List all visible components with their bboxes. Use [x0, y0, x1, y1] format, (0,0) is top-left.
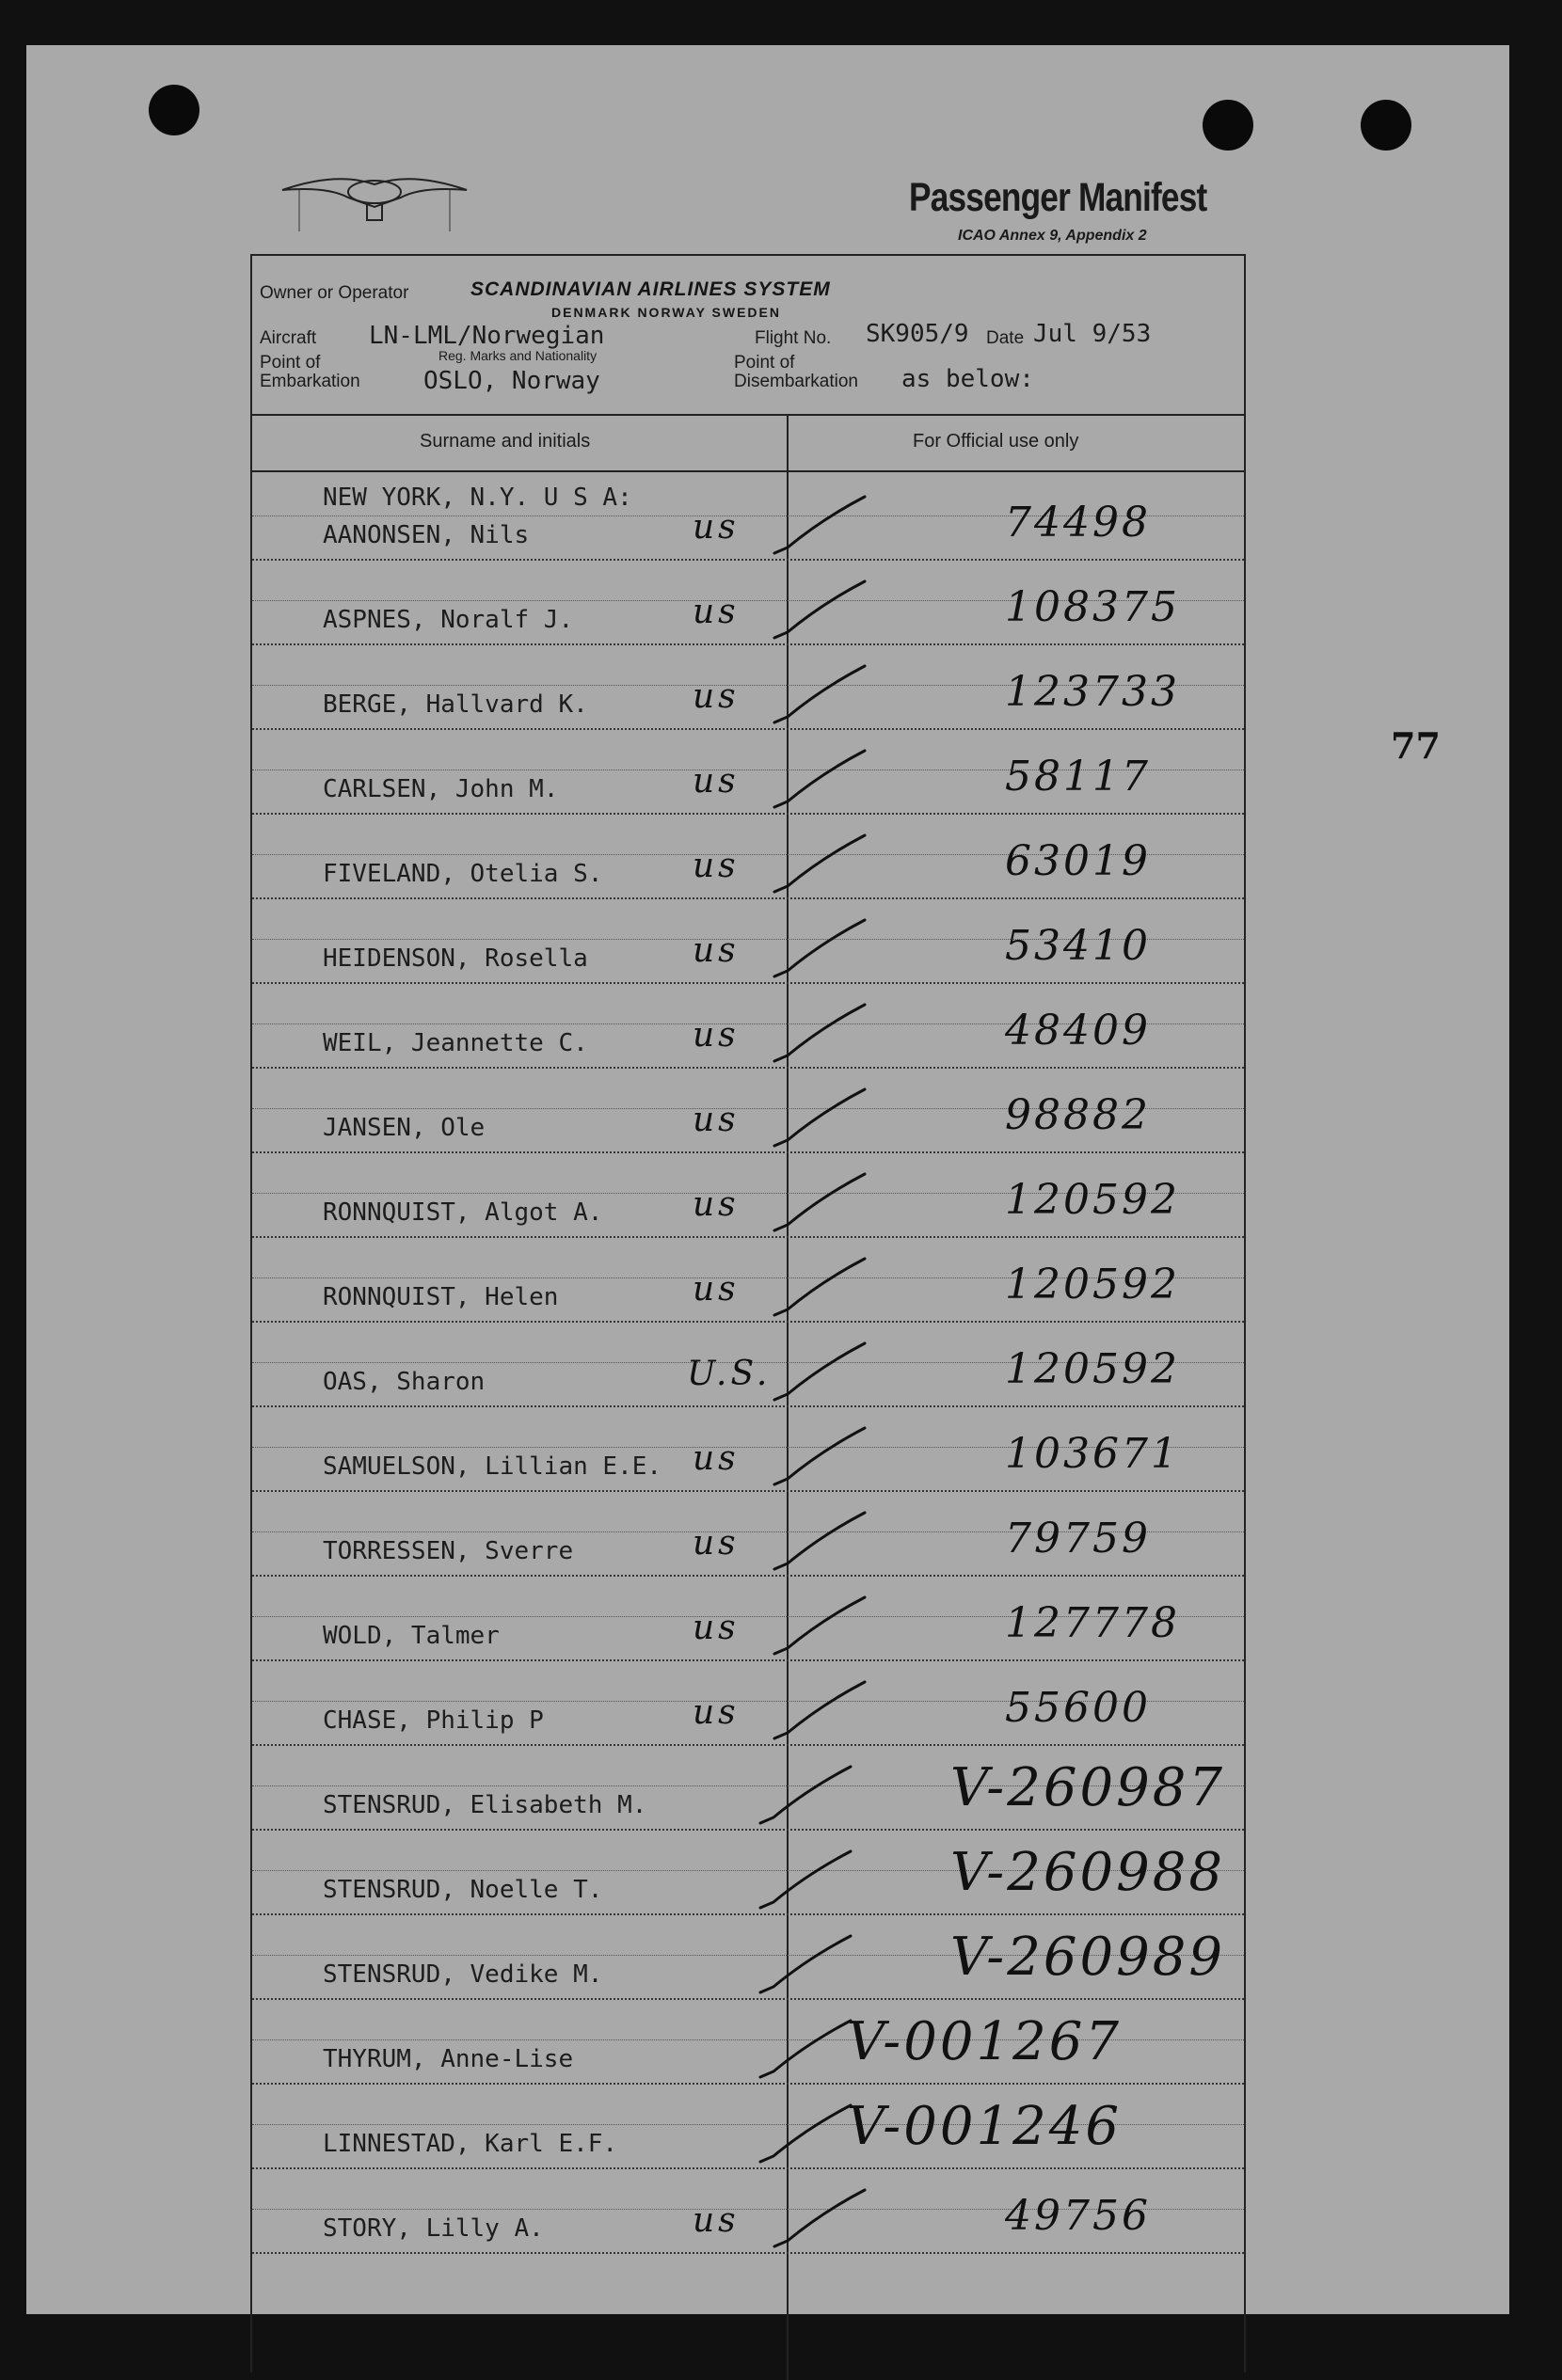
punch-hole-right-2 — [1361, 100, 1411, 151]
column-header-official: For Official use only — [913, 431, 1079, 452]
passenger-name: HEIDENSON, Rosella — [323, 944, 588, 973]
passenger-name: ASPNES, Noralf J. — [323, 606, 574, 634]
nationality-mark: us — [693, 677, 740, 716]
passenger-name: THYRUM, Anne-Lise — [323, 2045, 574, 2073]
destination-heading: NEW YORK, N.Y. U S A: — [323, 484, 632, 512]
manifest-reference: ICAO Annex 9, Appendix 2 — [958, 228, 1147, 244]
passenger-name: WOLD, Talmer — [323, 1622, 500, 1650]
official-number: 108375 — [1005, 583, 1180, 631]
check-mark — [774, 1259, 865, 1315]
nationality-mark: us — [693, 593, 740, 631]
check-mark — [774, 2190, 865, 2246]
official-number: 127778 — [1005, 1599, 1180, 1647]
nationality-mark: us — [693, 508, 740, 547]
official-number: 103671 — [1005, 1430, 1180, 1478]
aircraft-sublabel: Reg. Marks and Nationality — [438, 348, 598, 363]
manifest-page — [26, 45, 1509, 2314]
passenger-name: JANSEN, Ole — [323, 1114, 486, 1142]
check-mark — [774, 835, 865, 892]
punch-hole-left — [149, 85, 199, 135]
official-number: 48409 — [1005, 1007, 1151, 1055]
check-mark — [774, 497, 865, 553]
owner-countries: DENMARK NORWAY SWEDEN — [551, 305, 781, 320]
official-number: 74498 — [1005, 499, 1151, 547]
official-number: 123733 — [1005, 668, 1180, 716]
date-label: Date — [986, 328, 1025, 348]
official-number: 55600 — [1005, 1684, 1151, 1732]
nationality-mark: us — [693, 847, 740, 885]
passenger-name: BERGE, Hallvard K. — [323, 690, 588, 719]
nationality-mark: us — [693, 1693, 740, 1732]
nationality-mark: us — [693, 762, 740, 801]
check-mark — [774, 666, 865, 722]
official-number: 120592 — [1005, 1261, 1180, 1309]
check-mark — [760, 1936, 851, 1992]
column-header-names: Surname and initials — [420, 431, 591, 452]
official-number: 120592 — [1005, 1176, 1180, 1224]
nationality-mark: U.S. — [687, 1355, 772, 1393]
check-mark — [760, 1767, 851, 1823]
disembark-value: as below: — [901, 365, 1034, 393]
manifest-form — [250, 254, 1246, 2372]
nationality-mark: us — [693, 931, 740, 970]
official-number: V-001267 — [847, 2011, 1122, 2072]
official-number: V-260989 — [950, 1927, 1225, 1988]
check-mark — [774, 1513, 865, 1569]
embark-label-2: Embarkation — [260, 372, 360, 391]
official-number: V-001246 — [847, 2096, 1122, 2157]
passenger-name: TORRESSEN, Sverre — [323, 1537, 574, 1565]
manifest-title: Passenger Manifest — [909, 175, 1207, 220]
check-mark — [774, 1428, 865, 1484]
check-mark — [760, 1851, 851, 1908]
airline-logo-icon — [280, 166, 469, 233]
owner-label: Owner or Operator — [260, 283, 409, 303]
passenger-name: STENSRUD, Elisabeth M. — [323, 1791, 647, 1819]
passenger-name: CARLSEN, John M. — [323, 775, 559, 803]
nationality-mark: us — [693, 1101, 740, 1139]
passenger-name: OAS, Sharon — [323, 1368, 486, 1396]
passenger-name: STENSRUD, Noelle T. — [323, 1876, 603, 1904]
official-number: 53410 — [1005, 922, 1151, 970]
passenger-name: SAMUELSON, Lillian E.E. — [323, 1452, 662, 1481]
passenger-name: CHASE, Philip P — [323, 1706, 544, 1735]
passenger-name: RONNQUIST, Helen — [323, 1283, 559, 1311]
passenger-name: AANONSEN, Nils — [323, 521, 530, 549]
official-number: 63019 — [1005, 837, 1151, 885]
disembark-label-2: Disembarkation — [734, 372, 858, 391]
nationality-mark: us — [693, 1185, 740, 1224]
passenger-name: STENSRUD, Vedike M. — [323, 1960, 603, 1989]
side-mark: 77 — [1391, 724, 1441, 767]
official-number: 49756 — [1005, 2192, 1151, 2240]
nationality-mark: us — [693, 2201, 740, 2240]
owner-value: SCANDINAVIAN AIRLINES SYSTEM — [470, 278, 831, 300]
passenger-name: FIVELAND, Otelia S. — [323, 860, 603, 888]
check-mark — [774, 1174, 865, 1230]
passenger-name: RONNQUIST, Algot A. — [323, 1198, 603, 1227]
nationality-mark: us — [693, 1016, 740, 1055]
passenger-name: WEIL, Jeannette C. — [323, 1029, 588, 1057]
official-number: V-260988 — [950, 1842, 1225, 1903]
passenger-name: STORY, Lilly A. — [323, 2214, 544, 2243]
official-number: 79759 — [1005, 1515, 1151, 1563]
aircraft-label: Aircraft — [260, 328, 317, 348]
check-mark — [760, 2105, 851, 2162]
nationality-mark: us — [693, 1524, 740, 1563]
check-mark — [774, 1343, 865, 1400]
nationality-mark: us — [693, 1270, 740, 1309]
check-mark — [774, 1682, 865, 1738]
check-mark — [774, 920, 865, 976]
check-mark — [774, 751, 865, 807]
passenger-name: LINNESTAD, Karl E.F. — [323, 2130, 618, 2158]
nationality-mark: us — [693, 1439, 740, 1478]
official-number: 58117 — [1005, 753, 1151, 801]
aircraft-value: LN-LML/Norwegian — [369, 322, 605, 350]
official-number: 98882 — [1005, 1091, 1151, 1139]
embark-value: OSLO, Norway — [423, 367, 600, 395]
check-mark — [774, 1005, 865, 1061]
check-mark — [774, 581, 865, 638]
embark-label-1: Point of — [260, 353, 321, 373]
nationality-mark: us — [693, 1609, 740, 1647]
disembark-label-1: Point of — [734, 353, 795, 373]
check-mark — [760, 2021, 851, 2077]
punch-hole-right-1 — [1203, 100, 1253, 151]
date-value: Jul 9/53 — [1033, 320, 1152, 348]
flight-value: SK905/9 — [866, 320, 969, 348]
check-mark — [774, 1089, 865, 1146]
official-number: 120592 — [1005, 1345, 1180, 1393]
check-marks — [252, 256, 1244, 2372]
check-mark — [774, 1597, 865, 1654]
flight-label: Flight No. — [755, 328, 832, 348]
official-number: V-260987 — [950, 1757, 1225, 1818]
